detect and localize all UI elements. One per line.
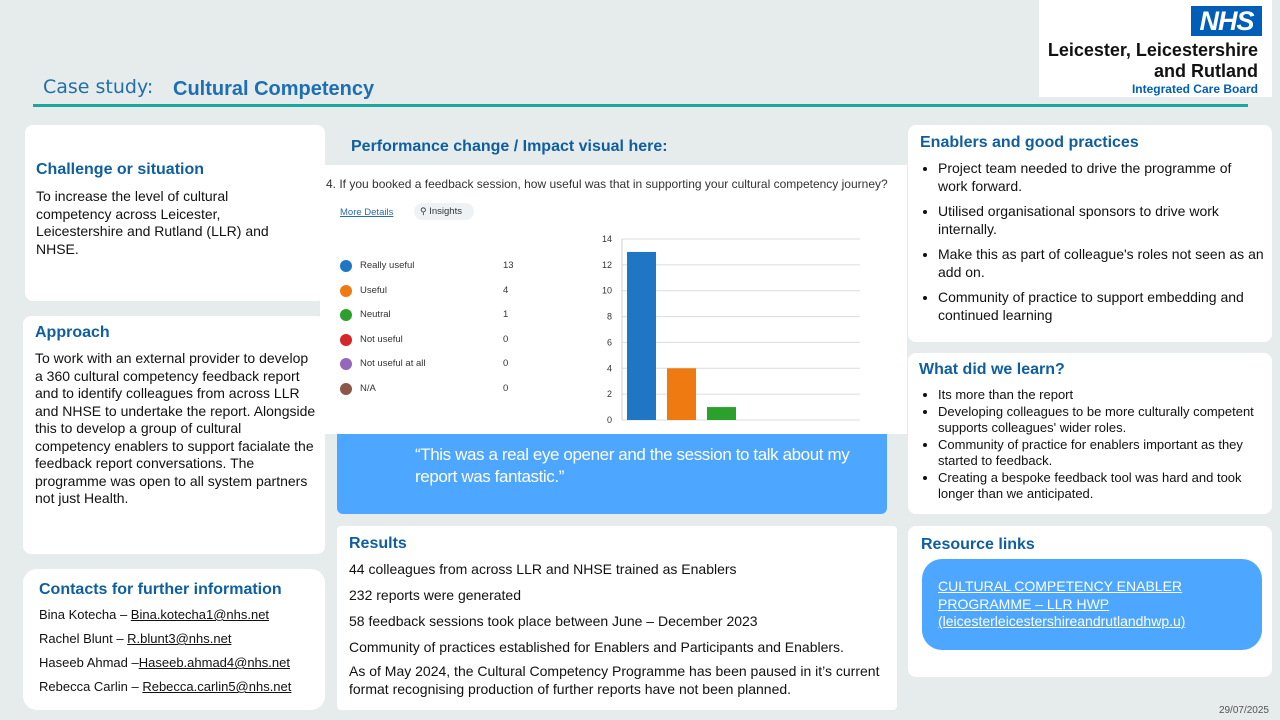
- org-name: [1048, 40, 1258, 82]
- resources-card: [908, 526, 1272, 677]
- contact-row: [39, 655, 290, 670]
- page-title: Cultural Competency: [173, 78, 375, 100]
- lightbulb-icon: ⚲: [420, 206, 427, 216]
- legend-count: 0: [503, 358, 509, 370]
- y-tick-label: 12: [601, 259, 612, 270]
- y-tick-label: 2: [606, 389, 612, 400]
- quote-box: [337, 434, 887, 514]
- approach-text: To work with an external provider to develop a 360 cultural competency feedback report and to identify colleagues from across LLR and NHSE to undertake the report. Alongside this to develop a group of cultural competency enablers to support facialate the feedback report conversations. The programme was open to all system partners not just Health.: [35, 350, 316, 506]
- contact-row: [39, 631, 231, 646]
- y-tick-label: 4: [606, 363, 612, 374]
- legend-count: 4: [503, 284, 509, 296]
- legend-swatch: [340, 358, 352, 370]
- resources-title: Resource links: [921, 536, 1035, 553]
- bar: [627, 252, 656, 420]
- result-item: 44 colleagues from across LLR and NHSE trained as Enablers: [349, 561, 737, 577]
- result-item: 232 reports were generated: [349, 587, 521, 603]
- legend-count: 13: [503, 260, 514, 271]
- bar-chart: [600, 233, 880, 425]
- list-item: • Utilised organisational sponsors to drive work internally.: [938, 203, 1264, 238]
- legend-swatch: [340, 383, 352, 395]
- learn-title: What did we learn?: [919, 361, 1065, 378]
- list-item: • Community of practice for enablers important as they started to feedback.: [938, 437, 1260, 470]
- impact-title: Performance change / Impact visual here:: [351, 138, 668, 155]
- enablers-list: [920, 160, 1264, 332]
- contact-name: Rachel Blunt –: [39, 631, 128, 646]
- nhs-logo: [1039, 0, 1272, 97]
- bar: [707, 407, 736, 420]
- footer-date: 29/07/2025: [1218, 705, 1269, 716]
- org-name-line2: and Rutland: [1154, 61, 1258, 81]
- contact-email-link[interactable]: Haseeb.ahmad4@nhs.net: [138, 655, 290, 670]
- legend-label: Really useful: [360, 260, 415, 271]
- y-tick-label: 14: [601, 234, 612, 244]
- resource-link-button[interactable]: [922, 559, 1262, 650]
- legend-label: Not useful at all: [360, 358, 426, 370]
- legend-label: Not useful: [360, 333, 403, 345]
- resource-link[interactable]: CULTURAL COMPETENCY ENABLER PROGRAMME – LLR HWP (leicesterleicestershireandrutlandhwp.u): [938, 578, 1186, 629]
- contact-name: Bina Kotecha –: [39, 607, 131, 622]
- result-item: Community of practices established for Enablers and Participants and Enablers.: [349, 639, 844, 655]
- y-tick-label: 6: [606, 337, 612, 348]
- contact-name: Rebecca Carlin –: [39, 679, 143, 694]
- contact-email-link[interactable]: Rebecca.carlin5@nhs.net: [142, 679, 292, 694]
- approach-title: Approach: [35, 324, 110, 341]
- quote-text: “This was a real eye opener and the session to talk about my report was fantastic.”: [415, 445, 850, 486]
- legend-swatch: [340, 260, 352, 272]
- org-name-line1: Leicester, Leicestershire: [1047, 40, 1258, 60]
- contact-email-link[interactable]: R.blunt3@nhs.net: [127, 631, 232, 646]
- legend-label: Useful: [360, 284, 387, 296]
- insights-label: Insights: [429, 206, 462, 217]
- contact-row: [39, 607, 269, 622]
- list-item: • Community of practice to support embedding and continued learning: [938, 289, 1264, 324]
- learn-card: [908, 353, 1272, 514]
- legend-count: 0: [503, 383, 509, 394]
- list-item: • Project team needed to drive the programme of work forward.: [938, 160, 1264, 195]
- header-divider: [33, 104, 1248, 107]
- more-details-link[interactable]: More Details: [340, 207, 394, 218]
- legend-swatch: [340, 309, 352, 321]
- list-item: • Its more than the report: [938, 387, 1260, 404]
- nhs-badge: NHS: [1191, 6, 1262, 36]
- contacts-title: Contacts for further information: [39, 581, 282, 598]
- result-item: As of May 2024, the Cultural Competency Programme has been paused in it’s current format recognising production of further reports have not been planned.: [349, 663, 880, 697]
- list-item: • Make this as part of colleague's roles not seen as an add on.: [938, 246, 1264, 281]
- contact-row: [39, 679, 291, 694]
- org-subtitle: Integrated Care Board: [1131, 82, 1258, 96]
- enablers-card: [908, 125, 1272, 342]
- legend-label: N/A: [360, 383, 376, 394]
- challenge-text: To increase the level of cultural competency across Leicester, Leicestershire and Rutland (LLR) and NHSE.: [36, 188, 269, 257]
- list-item: • Developing colleagues to be more culturally competent supports colleagues' wider roles.: [938, 404, 1260, 437]
- results-card: [337, 526, 897, 710]
- contact-email-link[interactable]: Bina.kotecha1@nhs.net: [130, 607, 270, 622]
- legend-count: 0: [503, 333, 509, 345]
- challenge-card: [25, 125, 325, 301]
- legend-count: 1: [503, 309, 509, 321]
- enablers-title: Enablers and good practices: [920, 134, 1139, 151]
- legend-swatch: [340, 334, 352, 346]
- insights-button[interactable]: [414, 203, 474, 220]
- y-tick-label: 10: [601, 285, 612, 296]
- chart-panel: [320, 165, 907, 434]
- survey-question: 4. If you booked a feedback session, how useful was that in supporting your cultural competency journey?: [326, 177, 888, 191]
- bar: [667, 368, 696, 420]
- y-tick-label: 0: [606, 415, 612, 425]
- challenge-title: Challenge or situation: [36, 161, 205, 178]
- approach-card: [23, 316, 325, 554]
- list-item: • Creating a bespoke feedback tool was hard and took longer than we anticipated.: [938, 470, 1260, 503]
- contacts-card: [23, 569, 325, 710]
- y-tick-label: 8: [606, 311, 612, 322]
- results-title: Results: [349, 535, 407, 552]
- learn-list: [920, 387, 1260, 503]
- case-study-label: Case study:: [43, 76, 154, 98]
- result-item: 58 feedback sessions took place between June – December 2023: [349, 613, 758, 629]
- contact-name: Haseeb Ahmad –: [39, 655, 139, 670]
- legend-label: Neutral: [360, 309, 391, 321]
- legend-swatch: [340, 285, 352, 297]
